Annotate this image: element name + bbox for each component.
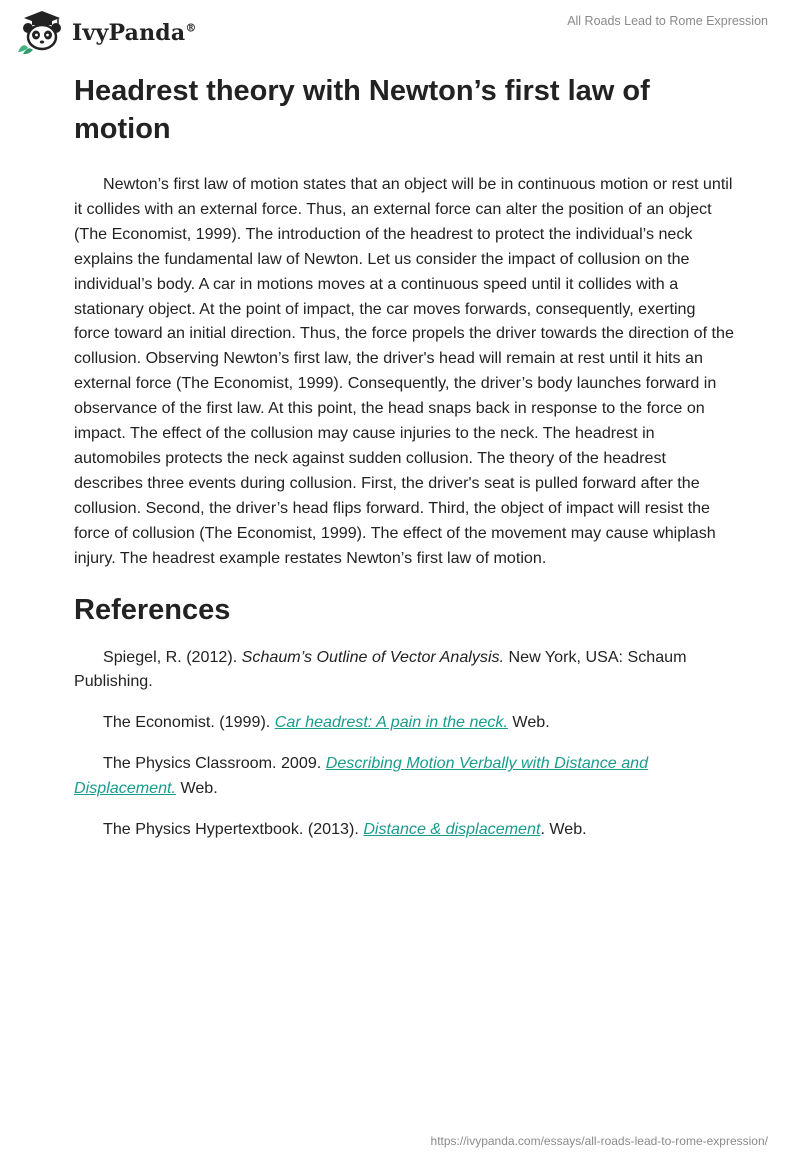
- section-heading: Headrest theory with Newton’s first law of motion: [74, 75, 650, 145]
- page-header: [0, 0, 800, 60]
- references-heading: References: [74, 593, 231, 626]
- document-title: All Roads Lead to Rome Expression: [567, 14, 768, 28]
- reference-item: Spiegel, R. (2012). Schaum’s Outline of Vector Analysis. New York, USA: Schaum Publishing.: [74, 647, 687, 691]
- brand-name: IvyPanda®: [72, 20, 197, 46]
- essay-content: [74, 72, 734, 858]
- reference-item: The Economist. (1999). Car headrest: A pain in the neck. Web.: [103, 713, 550, 732]
- panda-graduate-icon: [14, 8, 70, 56]
- brand-logo[interactable]: [14, 8, 197, 56]
- reference-item: The Physics Hypertextbook. (2013). Distance & displacement. Web.: [103, 820, 587, 839]
- reference-item: The Physics Classroom. 2009. Describing Motion Verbally with Distance and Displacement. Web.: [74, 754, 649, 798]
- reference-link-physics-hypertextbook[interactable]: Distance & displacement: [363, 820, 541, 839]
- reference-link-physics-classroom[interactable]: Describing Motion Verbally with Distance and Displacement.: [74, 754, 649, 798]
- footer-url: https://ivypanda.com/essays/all-roads-lead-to-rome-expression/: [430, 1134, 768, 1148]
- section-paragraph: Newton’s first law of motion states that an object will be in continuous motion or rest until it collides with an external force. Thus, an external force can alter the position of an object (The Economist, 1999). The introduction of the headrest to protect the individual’s neck explains the fundamental law of Newton. Let us consider the impact of collusion on the individual’s body. A car in motions moves at a continuous speed until it collides with a stationary object. At the point of impact, the car moves forwards, consequently, exerting force toward an initial direction. Thus, the force propels the driver towards the direction of the collusion. Observing Newton’s first law, the driver's head will remain at rest until it hits an external force (The Economist, 1999). Consequently, the driver’s body launches forward in observance of the first law. At this point, the head snaps back in response to the force on impact. The effect of the collusion may cause injuries to the neck. The headrest in automobiles protects the neck against sudden collusion. The theory of the headrest describes three events during collusion. First, the driver's seat is pulled forward after the collusion. Second, the driver’s head flips forward. Third, the object of impact will resist the force of collusion (The Economist, 1999). The effect of the movement may cause whiplash injury. The headrest example restates Newton’s first law of motion.: [74, 175, 734, 567]
- reference-link-economist[interactable]: Car headrest: A pain in the neck.: [274, 713, 508, 732]
